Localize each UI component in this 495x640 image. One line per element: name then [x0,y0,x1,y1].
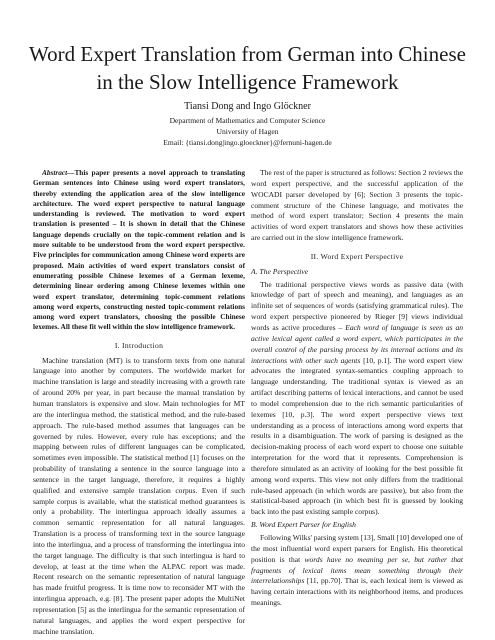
wep-p1-text-b: [10, p.1]. The word expert view advocates the integrated syntax-semantics coupling approach to language understanding. The traditional syntax is viewed as an artifact describing patterns of lexical interactions, and cannot be used to model comprehension due to the rich semantic particularities of lexemes [10, p.3]. The word expert perspective views text understanding as a process of interactions among word experts that results in a disambiguation. The work of parsing is designed as the decision-making process of each word expert to choose one suitable interpretation for the word that it represents. Comprehension is therefore simulated as an activity of looking for the best possible fit among word experts. This view not only differs from the traditional rule-based approach (in which words are passive), but also from the statistical-based approach (in which best fit is guessed by looking back into the past existing sample corpus). [251,355,464,517]
section-heading-introduction: I. Introduction [114,340,164,350]
section-heading-word-expert-perspective: II. Word Expert Perspective [310,251,404,261]
wep-p2-text-a: Following Wilks' parsing system [13], Small [10] developed one of the most influential word expert parsers for English. His theoretical position is that [251,533,463,564]
abstract-text: —This paper presents a novel approach to translating German sentences into Chinese using word expert translators, thereby extending the application area of the slow intelligence architecture. The word expert perspective to natural language understanding is reviewed. The motivation to word expert translation is presented – It is shown in detail that the Chinese language depends crucially on the topic-comment relation and is more suitable to be understood from the word expert perspective. Five principles for communication among Chinese word experts are proposed. Main activities of word expert translators consist of enumerating possible Chinese lexemes of a German lexeme, determining linear ordering among Chinese lexemes within one word expert translator, determining topic-comment relations among word experts, constructing nested topic-comment relations among word expert translators, choosing the possible Chinese lexemes. All these fit well within the slow intelligence framework. [33,168,245,332]
abstract-label: Abstract [42,168,68,177]
wep-paragraph-2 [251,533,463,609]
right-column [251,168,463,609]
wep-paragraph-1 [251,280,463,519]
affiliation [0,116,495,148]
abstract [33,168,245,333]
paper-title [20,40,475,96]
left-column [33,168,245,638]
wep-p1-quote: Each word of language is seen as an active lexical agent called a word expert, which participates in the overall control of the parsing process by its internal actions and its interactions with other such agents [251,322,463,365]
affiliation-university: University of Hagen [216,126,279,136]
wep-p1-text-a: The traditional perspective views words as passive data (with knowledge of part of speech and meaning), and languages as an infinite set of sequences of words (satisfying grammatical rules). The word expert perspective pioneered by Rieger [9] views individual words as active procedures – [251,279,463,332]
intro-paragraph-2: The rest of the paper is structured as follows: Section 2 reviews the word expert perspective, and the successful application of the WOCADI parser developed by [6]; Section 3 presents the topic-comment structure of the Chinese language, and motivates the method of word expert translator; Section 4 presents the main activities of word expert translators and shows how these activities are carried out in the slow intelligence framework. [251,168,463,243]
affiliation-department: Department of Mathematics and Computer Science [169,116,326,125]
subsection-heading-word-expert-parser: B. Word Expert Parser for English [251,520,356,530]
affiliation-email: Email: {tiansi.dong|ingo.gloeckner}@fernuni-hagen.de [163,137,332,147]
subsection-heading-perspective: A. The Perspective [251,266,309,276]
wep-p2-text-b: [11, pp.70]. That is, each lexical item is viewed as having certain interactions with its neighborhood items, and produces meanings. [251,576,463,608]
title-line-2: in the Slow Intelligence Framework [96,70,399,94]
title-line-1: Word Expert Translation from German into Chinese [29,42,466,66]
authors: Tiansi Dong and Ingo Glöckner [184,101,311,112]
wep-p2-quote: words have no meaning per se, but rather that fragments of lexical items mean something through their interrelationships [251,554,463,586]
intro-paragraph-1: Machine translation (MT) is to transform texts from one natural language into another by computers. The worldwide market for machine translation is large and steadily increasing with a growth rate of around 20% per year, in part because the manual translation by human translators is expensive and slow. Main technologies for MT are the interlingua method, the statistical method, and the rule-based approach. The rule-based method assumes that languages can be governed by rules. However, every rule has exceptions; and the mapping between rules of different languages can be complicated, sometimes even impossible. The statistical method [1] focuses on the probability of translating a sentence in the source language into a sentence in the target language, therefore, it requires a highly qualified and extensive sample translation corpus. Even if such sample corpus is available, what the statistical method guarantees is only a probability. The interlingua approach ideally assumes a common semantic representation for all natural languages. Translation is a process of transforming text in the source language into the interlingua, and a process of transforming the interlingua into the target language. The difficulty is that such interlingua is hard to develop, at least at the time when the ALPAC report was made. Recent research on the semantic representation of natural language has made fruitful progress. It is time now to reconsider MT with the interlingua approach, e.g. [8]. The present paper adopts the MultiNet representation [5] as the interlingua for the semantic representation of natural languages, and applies the word expert perspective for machine translation. [33,355,245,636]
